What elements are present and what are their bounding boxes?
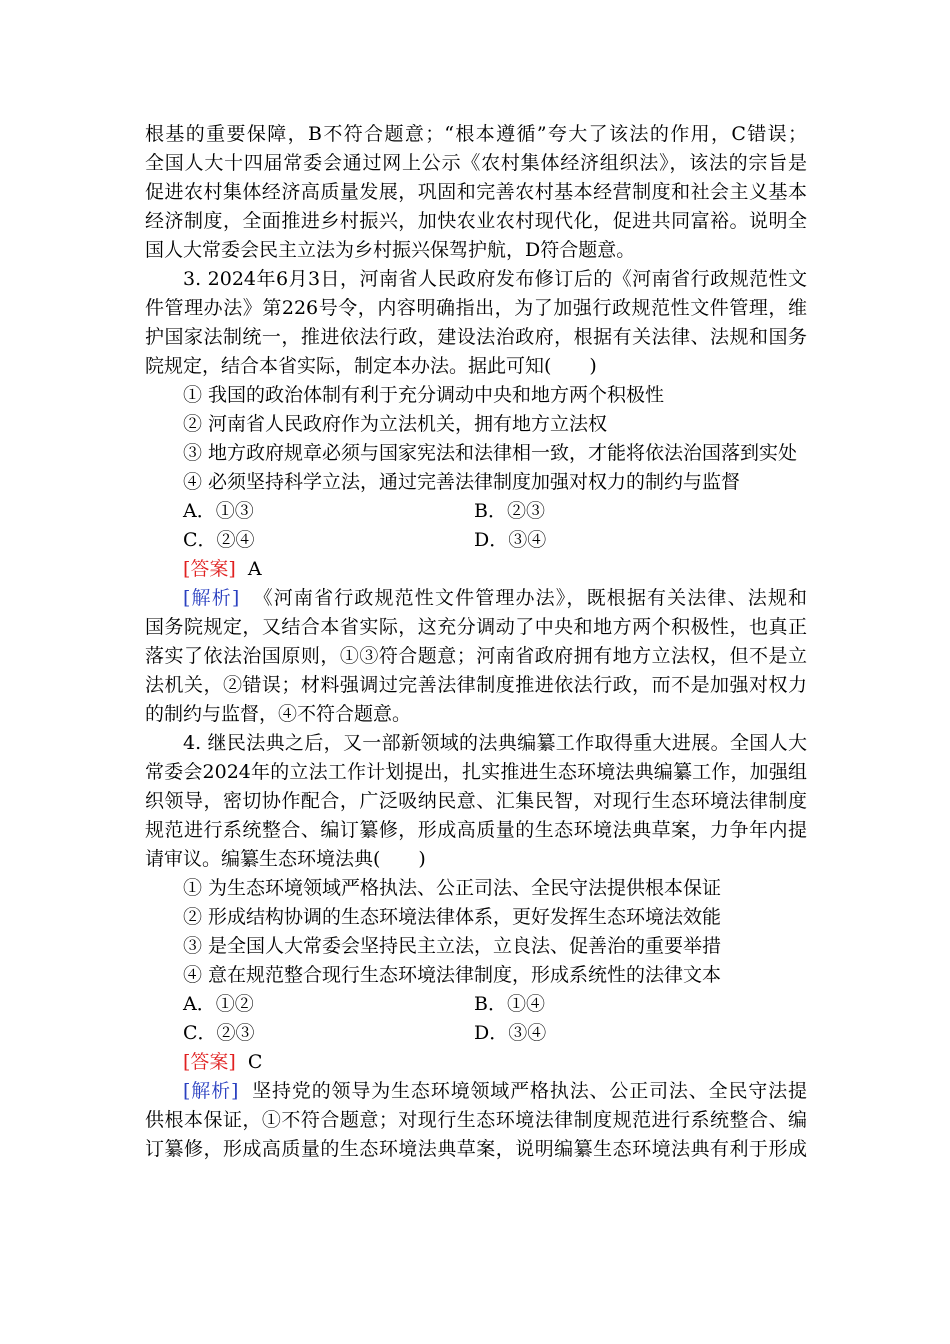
text-line: 国人大常委会民主立法为乡村振兴保驾护航，D符合题意。 <box>145 239 636 261</box>
statement: ③ 是全国人大常委会坚持民主立法，立良法、促善治的重要举措 <box>183 935 722 957</box>
options-row <box>145 526 807 555</box>
question-stem-line: 规范进行系统整合、编订纂修，形成高质量的生态环境法典草案，力争年内提 <box>145 819 807 841</box>
option-d: D．③④ <box>474 529 547 551</box>
answer-value: A <box>247 558 262 580</box>
analysis-line: 的制约与监督，④不符合题意。 <box>145 703 412 725</box>
question-stem-line: 4. 继民法典之后，又一部新领域的法典编纂工作取得重大进展。全国人大 <box>183 732 807 754</box>
question-3 <box>145 265 807 729</box>
answer-line <box>145 1048 807 1077</box>
document-page <box>145 120 807 1164</box>
option-c: C．②③ <box>183 1022 255 1044</box>
analysis-line <box>145 1077 807 1106</box>
text-line: 经济制度，全面推进乡村振兴，加快农业农村现代化，促进共同富裕。说明全 <box>145 210 807 232</box>
analysis-line: 订纂修，形成高质量的生态环境法典草案，说明编纂生态环境法典有利于形成 <box>145 1138 807 1160</box>
question-stem-line: 常委会2024年的立法工作计划提出，扎实推进生态环境法典编纂工作，加强组 <box>145 761 807 783</box>
options-row <box>145 1019 807 1048</box>
statement: ② 形成结构协调的生态环境法律体系，更好发挥生态环境法效能 <box>183 906 722 928</box>
options-row <box>145 990 807 1019</box>
statement: ① 我国的政治体制有利于充分调动中央和地方两个积极性 <box>183 384 665 406</box>
analysis-line <box>145 584 807 613</box>
question-stem-line: 件管理办法》第226号令，内容明确指出，为了加强行政规范性文件管理，维 <box>145 297 807 319</box>
options-row <box>145 497 807 526</box>
option-b: B．②③ <box>474 500 545 522</box>
analysis-tag: [解析] <box>183 1080 239 1102</box>
statement: ④ 意在规范整合现行生态环境法律制度，形成系统性的法律文本 <box>183 964 722 986</box>
analysis-line: 法机关，②错误；材料强调过完善法律制度推进依法行政，而不是加强对权力 <box>145 674 807 696</box>
answer-tag: [答案] <box>183 558 236 580</box>
statement: ④ 必须坚持科学立法，通过完善法律制度加强对权力的制约与监督 <box>183 471 741 493</box>
statement: ① 为生态环境领域严格执法、公正司法、全民守法提供根本保证 <box>183 877 722 899</box>
text-line: 促进农村集体经济高质量发展，巩固和完善农村基本经营制度和社会主义基本 <box>145 181 807 203</box>
analysis-line: 落实了依法治国原则，①③符合题意；河南省政府拥有地方立法权，但不是立 <box>145 645 807 667</box>
option-b: B．①④ <box>474 993 545 1015</box>
analysis-text: 坚持党的领导为生态环境领域严格执法、公正司法、全民守法提 <box>252 1080 807 1102</box>
question-stem-line: 3. 2024年6月3日，河南省人民政府发布修订后的《河南省行政规范性文 <box>183 268 807 290</box>
option-a: A．①② <box>183 993 254 1015</box>
analysis-line: 国务院规定，又结合本省实际，这充分调动了中央和地方两个积极性，也真正 <box>145 616 807 638</box>
option-c: C．②④ <box>183 529 255 551</box>
question-stem-line: 请审议。编纂生态环境法典( ) <box>145 848 426 870</box>
text-line: 全国人大十四届常委会通过网上公示《农村集体经济组织法》，该法的宗旨是 <box>145 152 807 174</box>
question-stem-line: 织领导，密切协作配合，广泛吸纳民意、汇集民智，对现行生态环境法律制度 <box>145 790 807 812</box>
statement: ③ 地方政府规章必须与国家宪法和法律相一致，才能将依法治国落到实处 <box>183 442 798 464</box>
analysis-line: 供根本保证，①不符合题意；对现行生态环境法律制度规范进行系统整合、编 <box>145 1109 807 1131</box>
answer-value: C <box>247 1051 263 1073</box>
question-stem-line: 护国家法制统一，推进依法行政，建设法治政府，根据有关法律、法规和国务 <box>145 326 807 348</box>
answer-tag: [答案] <box>183 1051 236 1073</box>
statement: ② 河南省人民政府作为立法机关，拥有地方立法权 <box>183 413 608 435</box>
text-line: 根基的重要保障，B不符合题意；“根本遵循”夸大了该法的作用，C错误； <box>145 123 807 145</box>
prev-analysis <box>145 120 807 265</box>
analysis-text: 《河南省行政规范性文件管理办法》，既根据有关法律、法规和 <box>253 587 807 609</box>
answer-line <box>145 555 807 584</box>
question-stem-line: 院规定，结合本省实际，制定本办法。据此可知( ) <box>145 355 597 377</box>
question-4 <box>145 729 807 1164</box>
option-a: A．①③ <box>183 500 254 522</box>
analysis-tag: [解析] <box>183 587 240 609</box>
option-d: D．③④ <box>474 1022 547 1044</box>
